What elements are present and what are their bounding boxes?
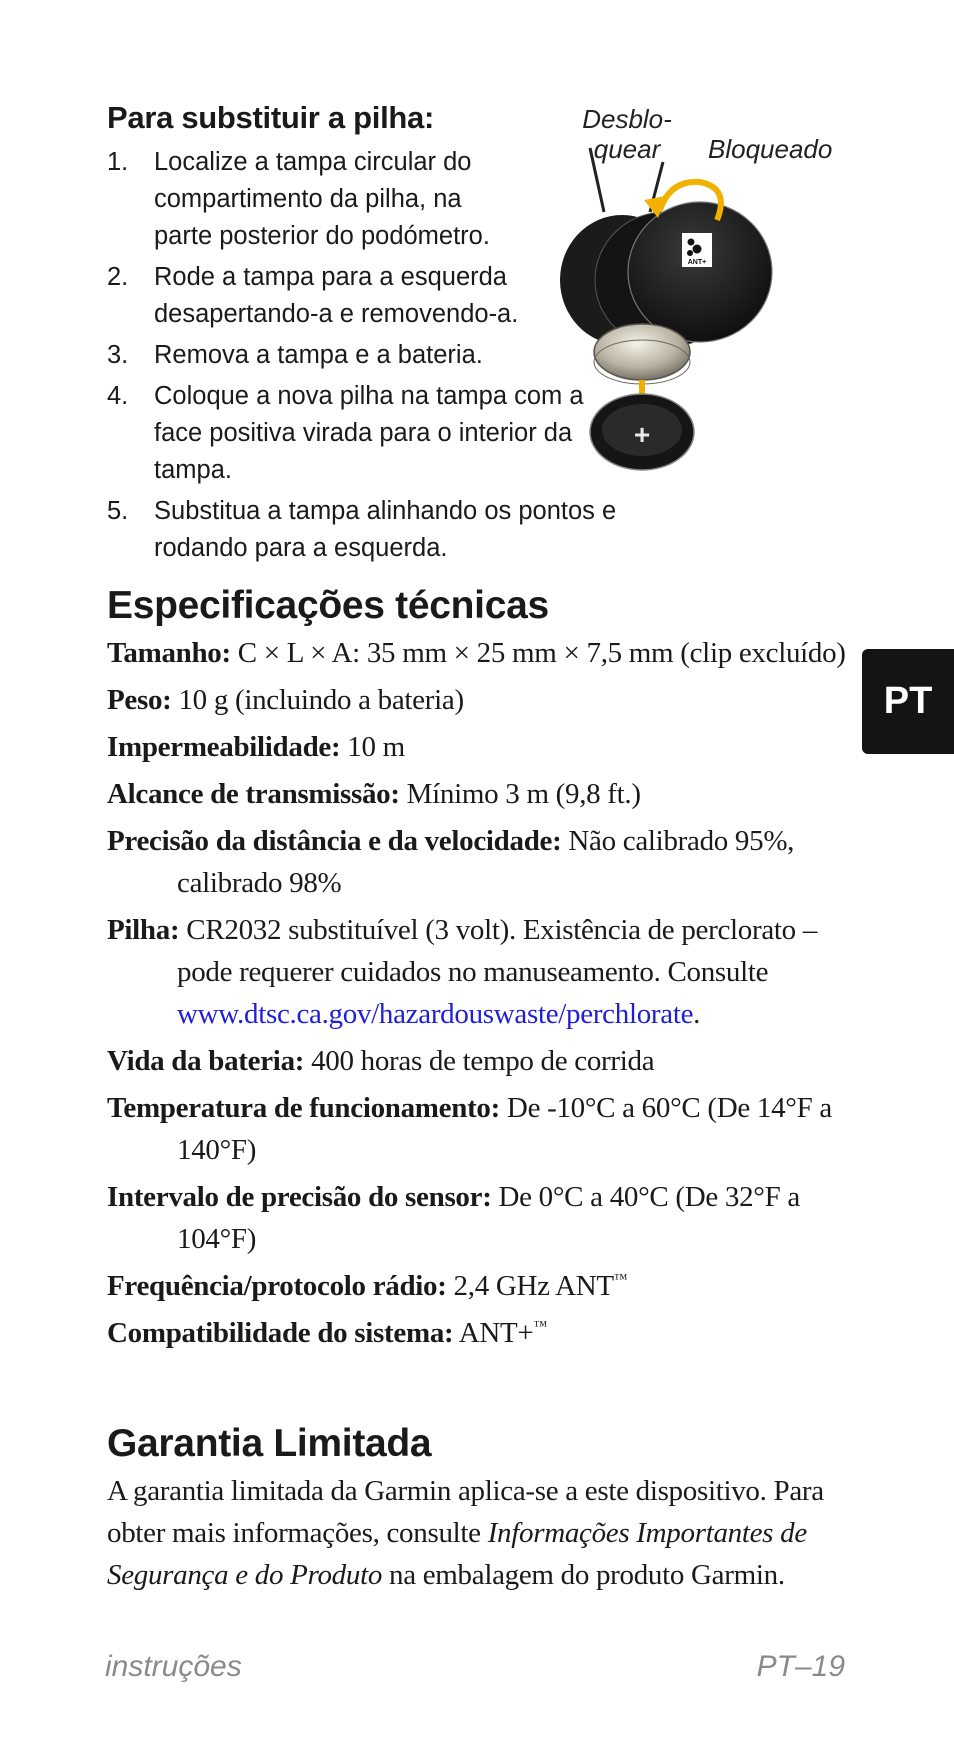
spec-value: De -10°C a 60°C (De 14°F a 140°F) [177, 1092, 832, 1166]
step-number: 1. [107, 148, 129, 176]
warranty-doc-title: Informações Importantes de Segurança e do Produto [107, 1517, 807, 1591]
page-number: PT–19 [756, 1650, 845, 1683]
spec-label: Compatibilidade do sistema: [107, 1317, 454, 1349]
step-number: 3. [107, 341, 129, 369]
trademark-symbol: ™ [613, 1272, 628, 1287]
spec-value: C × L × A: 35 mm × 25 mm × 7,5 mm (clip excluído) [230, 637, 846, 669]
step-number: 2. [107, 263, 129, 291]
spec-label: Tamanho: [107, 637, 231, 669]
spec-value: 400 horas de tempo de corrida [304, 1045, 655, 1077]
step-number: 5. [107, 497, 129, 525]
battery-replacement-illustration [560, 100, 840, 540]
step-text: Coloque a nova pilha na tampa com a face positiva virada para o interior da tampa. [154, 382, 584, 484]
ant-plus-logo [682, 233, 712, 267]
coin-cell [594, 324, 690, 380]
spec-item [107, 1176, 867, 1260]
language-tab: PT [862, 649, 954, 754]
unlock-label: Desblo- quear [582, 104, 672, 164]
step-text: Rode a tampa para a esquerda desapertando-a e removendo-a. [154, 263, 519, 328]
spec-label: Temperatura de funcionamento: [107, 1092, 500, 1124]
spec-label: Precisão da distância e da velocidade: [107, 825, 562, 857]
spec-value: Não calibrado 95%, calibrado 98% [177, 825, 795, 899]
specs-list [107, 632, 867, 1359]
step-text: Substitua a tampa alinhando os pontos e rodando para a esquerda. [154, 497, 617, 562]
spec-value: ANT+ [453, 1317, 534, 1349]
spec-label: Intervalo de precisão do sensor: [107, 1181, 492, 1213]
spec-value: De 0°C a 40°C (De 32°F a 104°F) [177, 1181, 800, 1255]
spec-label: Frequência/protocolo rádio: [107, 1270, 447, 1302]
spec-label: Alcance de transmissão: [107, 778, 400, 810]
spec-item [107, 632, 867, 674]
spec-item [107, 820, 867, 904]
warranty-heading: Garantia Limitada [107, 1422, 432, 1465]
trademark-symbol: ™ [533, 1319, 547, 1334]
warranty-text: A garantia limitada da Garmin aplica-se a este dispositivo. Para obter mais informações, consulte Informações Importantes de Segurança e do Produto na embalagem do produto Garmin. [107, 1475, 824, 1591]
spec-value: 2,4 GHz ANT [446, 1270, 614, 1302]
pod-cover-drawing [560, 100, 840, 540]
step-text: Localize a tampa circular do compartimento da pilha, na parte posterior do podómetro. [154, 148, 490, 250]
spec-item [107, 909, 867, 1035]
step-text: Remova a tampa e a bateria. [154, 341, 483, 369]
spec-value-end: . [693, 998, 701, 1030]
spec-item [107, 1040, 867, 1082]
spec-label: Peso: [107, 684, 172, 716]
spec-label: Impermeabilidade: [107, 731, 341, 763]
battery-heading: Para substituir a pilha: [107, 100, 434, 135]
spec-label: Vida da bateria: [107, 1045, 305, 1077]
step-number: 4. [107, 382, 129, 410]
plus-sign: + [633, 419, 651, 450]
perchlorate-link[interactable]: www.dtsc.ca.gov/hazardouswaste/perchlorate [177, 998, 694, 1030]
spec-item [107, 679, 867, 721]
spec-item [107, 1265, 867, 1307]
svg-text:ANT+: ANT+ [687, 259, 707, 266]
spec-label: Pilha: [107, 914, 180, 946]
spec-value: 10 g (incluindo a bateria) [171, 684, 464, 716]
spec-item [107, 726, 867, 768]
footer-section-label: instruções [105, 1650, 242, 1683]
spec-value: Mínimo 3 m (9,8 ft.) [399, 778, 641, 810]
spec-item [107, 1087, 867, 1171]
spec-value: CR2032 substituível (3 volt). Existência de perclorato – pode requerer cuidados no manuseamento. Consulte [177, 914, 818, 988]
specs-heading: Especificações técnicas [107, 584, 549, 627]
spec-item [107, 773, 867, 815]
spec-value: 10 m [340, 731, 405, 763]
spec-item [107, 1312, 867, 1354]
lock-label: Bloqueado [708, 134, 833, 164]
battery-cover [628, 202, 772, 342]
